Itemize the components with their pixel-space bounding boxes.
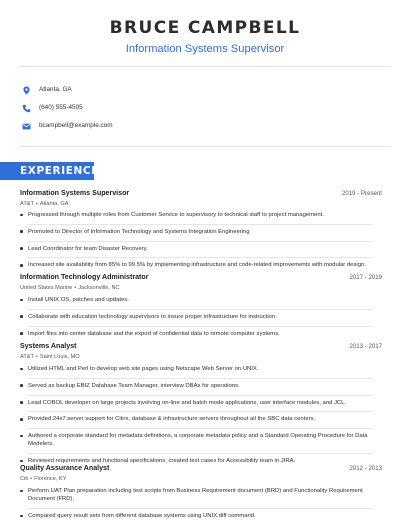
job-title: Quality Assurance Analyst (20, 464, 110, 472)
job-company: AT&T (20, 201, 34, 207)
contact-phone-text: (640) 555-4505 (39, 104, 83, 111)
contact-email (22, 119, 113, 133)
job-bullet: Promoted to Director of Information Technology and Systems Integration Engineering (20, 228, 382, 236)
job-bullet: Compared query result sets from different database systems using UNIX diff command. (20, 512, 382, 520)
job-bullet: Lead COBOL developer on large projects involving on-line and batch mode applications, user interface modules, and JCL. (20, 399, 382, 407)
job-bullet: Authored a corporate standard for metadata definitions, a corporate metadata policy and a Standard Operating Procedure for Data Modelers. (20, 432, 382, 449)
bullet-divider (28, 411, 373, 412)
job-bullet: Increased site availability from 85% to 99.5% by implementing infrastructure and code-related improvements with modular design. (20, 261, 382, 269)
job-title: Information Systems Supervisor (20, 189, 130, 197)
bullet-divider (28, 309, 373, 310)
job-company: Citi (20, 476, 29, 482)
resume-header (0, 0, 410, 56)
contact-divider (20, 146, 390, 147)
job-bullets (20, 487, 382, 520)
job-employer: United States Marine • Jacksonville, NC (20, 285, 120, 291)
job-employer: AT&T • Atlanta, GA (20, 201, 69, 207)
job-bullets (20, 211, 382, 270)
job-dates: 2017 - 2019 (349, 274, 382, 281)
job-bullet: Install UNIX OS, patches and updates. (20, 296, 382, 304)
bullet-divider (28, 378, 373, 379)
job-entry (20, 342, 382, 466)
job-bullet: Reviewed requirements and functional specifications; created test cases for Accessibility team in JIRA. (20, 457, 382, 465)
candidate-headline: Information Systems Supervisor (125, 43, 285, 55)
job-title: Information Technology Administrator (20, 273, 149, 281)
job-company: United States Marine (20, 285, 73, 291)
job-dates: 2012 - 2013 (349, 465, 382, 472)
contact-location (22, 83, 72, 97)
bullet-divider (28, 508, 373, 509)
job-employer: Citi • Florence, KY (20, 476, 67, 482)
contact-location-text: Atlanta, GA (39, 86, 72, 93)
job-company: AT&T (20, 354, 34, 360)
candidate-name: BRUCE CAMPBELL (109, 18, 301, 38)
job-location: Saint Louis, MO (39, 354, 80, 360)
job-bullet: Perform UAT Plan preparation including test scripts from Business Requirement document (BRD) and Functionality Requirement Document (FRD). (20, 487, 382, 504)
bullet-divider (28, 453, 373, 454)
job-title: Systems Analyst (20, 342, 77, 350)
job-entry (20, 189, 382, 270)
job-dates: 2013 - 2017 (349, 343, 382, 350)
job-bullet: Utilized HTML and Perl to develop web site pages using Netscape Web Server on UNIX. (20, 365, 382, 373)
job-location: Florence, KY (34, 476, 67, 482)
job-bullet: Collaborate with education technology supervisors to insure proper infrastructure for instruction. (20, 313, 382, 321)
job-entry (20, 273, 382, 338)
location-pin-icon (22, 86, 31, 95)
job-bullets (20, 365, 382, 466)
job-bullets (20, 296, 382, 338)
phone-icon (22, 104, 31, 113)
bullet-divider (28, 428, 373, 429)
contact-phone (22, 101, 83, 115)
job-dates: 2019 - Present (342, 190, 382, 197)
header-divider (20, 66, 390, 67)
job-bullet: Provided 24x7 server support for Citrix, database & infrastructure servers throughout all the SBC data centers. (20, 415, 382, 423)
contact-email-text: bcampbell@example.com (39, 122, 113, 129)
job-bullet: Import files into center database and the export of confidential data to remote computer systems. (20, 330, 382, 338)
job-entry (20, 464, 382, 520)
job-bullet: Lead Coordinator for team Disaster Recovery. (20, 245, 382, 253)
bullet-divider (28, 257, 373, 258)
bullet-divider (28, 395, 373, 396)
job-bullet: Served as backup EBIZ Database Team Manager, interview DBAs for operations. (20, 382, 382, 390)
job-location: Jacksonville, NC (78, 285, 120, 291)
job-bullet: Progressed through multiple roles from Customer Service to supervisory to technical staff to project management. (20, 211, 382, 219)
bullet-divider (28, 224, 373, 225)
job-employer: AT&T • Saint Louis, MO (20, 354, 80, 360)
bullet-divider (28, 241, 373, 242)
envelope-icon (22, 122, 31, 131)
experience-section-heading: EXPERIENCE (0, 162, 94, 180)
job-location: Atlanta, GA (39, 201, 69, 207)
bullet-divider (28, 326, 373, 327)
